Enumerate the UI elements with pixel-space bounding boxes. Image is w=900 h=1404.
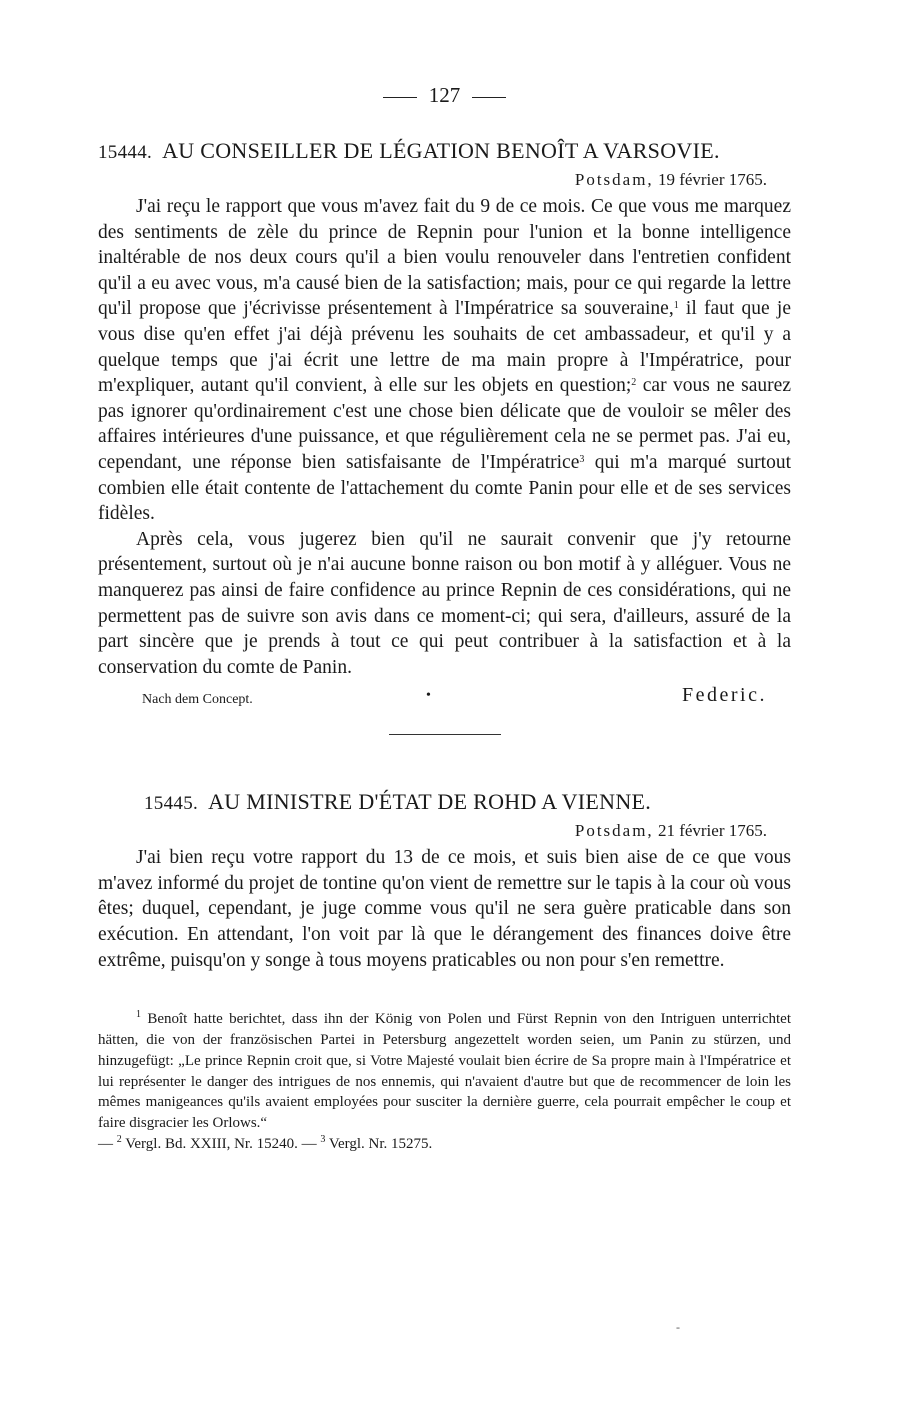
date: 19 février 1765. [657,170,767,189]
right-dash [472,97,506,98]
footnote-text: Vergl. Nr. 15275. [325,1136,433,1153]
footnotes [98,1009,791,1155]
footnote [98,1009,791,1134]
footnote-mark: 3 [320,1134,326,1146]
dot-mark: • [426,688,431,704]
letter-number: 15444. [98,142,153,163]
letter-number: 15445. [144,793,199,815]
footnote-text: Benoît hatte berichtet, dass ihn der König von Polen und Fürst Repnin von den Intriguen unterrichtet hätten, die von der französischen Partei in Petersburg angezettelt worden seien, um Panin zu stürzen, und hinzugefügt: „Le prince Repnin croit que, si Votre Majesté voulait bien écrire de Sa propre main à l'Impératrice et lui représenter le danger des intrigues de nos ennemis, qui n'avaient d'autre but que de recommencer de loin les mêmes manigeances qu'ils avaient employées pour susciter la dernière guerre, cela pourrait empêcher le coup et faire disgracier les Orlows.“ [98,1011,791,1132]
signature: Federic. [682,684,767,707]
footnote-mark: 1 [136,1009,141,1021]
separator-rule [389,734,501,735]
letter-title: AU MINISTRE D'ÉTAT DE ROHD A VIENNE. [208,789,652,815]
paragraph: Après cela, vous jugerez bien qu'il ne saurait convenir que j'y retourne présentement, surtout où je n'ai aucune bonne raison ou bon motif à y alléguer. Vous ne manquerez pas ainsi de faire confidence au prince Repnin de ces considérations, qui ne permettent pas de suivre son avis dans ce moment-ci; qui sera, d'ailleurs, assuré de la part sincère que je prends à tout ce qui peut contribuer à la satisfaction et à la conservation du comte de Panin. [98,528,791,678]
dateline [98,170,791,190]
footnote-ref: 3 [579,453,585,465]
text-run: il faut que je vous dise qu'en effet j'ai déjà prévenu les souhaits de cet ambassadeur, et qu'il y a quelque temps que j'ai écrit une lettre de ma main propre à l'Impératrice, pour m'expliquer, autant qu'il convient, à elle sur les objets en question; [98,298,791,397]
footnote [98,1134,791,1155]
letter-title: AU CONSEILLER DE LÉGATION BENOÎT A VARSOVIE. [162,138,720,163]
letter-body [98,194,791,680]
footnote-ref: 2 [631,377,637,389]
dateline [98,821,791,841]
letter-heading [98,138,791,164]
footnote-mark: 2 [116,1134,122,1146]
footnote-ref: 1 [673,300,679,312]
signature-row [98,684,791,712]
left-dash [383,97,417,98]
paragraph: J'ai bien reçu votre rapport du 13 de ce mois, et suis bien aise de ce que vous m'avez informé du projet de tontine qu'on vient de remettre sur le tapis à la cour où vous êtes; duquel, cependant, je juge comme vous qu'il ne sera guère praticable dans son exécution. En attendant, l'on voit par là que le dérangement des finances doive être extrême, puisqu'on y songe à tous moyens praticables ou non pour s'en remettre. [98,847,791,971]
footnote-text: — [98,1136,117,1153]
text-run: J'ai reçu le rapport que vous m'avez fait du 9 de ce mois. Ce que vous me marquez des sentiments de zèle du prince de Repnin pour l'union et la bonne intelligence inaltérable de nos deux cours qu'il a bien voulu renouveler dans l'entretien confident qu'il a eu avec vous, m'a causé bien de la satisfaction; mais, pour ce qui regarde la lettre qu'il propose que j'écrivisse présentement à l'Impératrice sa souveraine, [98,196,791,320]
paragraph [98,194,791,527]
place: Potsdam, [574,821,654,841]
source-note: Nach dem Concept. [142,692,253,708]
page-number: 127 [428,83,461,107]
page-number-line [98,78,791,112]
letter-heading [98,789,791,815]
text-run: car vous ne saurez pas ignorer qu'ordinairement c'est une chose bien délicate que de vouloir se mêler des affaires intérieures d'une puissance, et que régulièrement cela ne se permet pas. J'ai eu, cependant, une réponse bien satisfaisante de l'Impératrice [98,375,791,473]
stray-mark: - [676,1320,680,1334]
place: Potsdam, [574,170,654,189]
document-page [98,78,791,1155]
footnote-text: Vergl. Bd. XXIII, Nr. 15240. — [121,1136,321,1153]
letter-body [98,845,791,973]
text-run: qui m'a marqué surtout combien elle était contente de l'attachement du comte Panin pour elle et de ses services fidèles. [98,451,791,525]
date: 21 février 1765. [657,821,767,841]
